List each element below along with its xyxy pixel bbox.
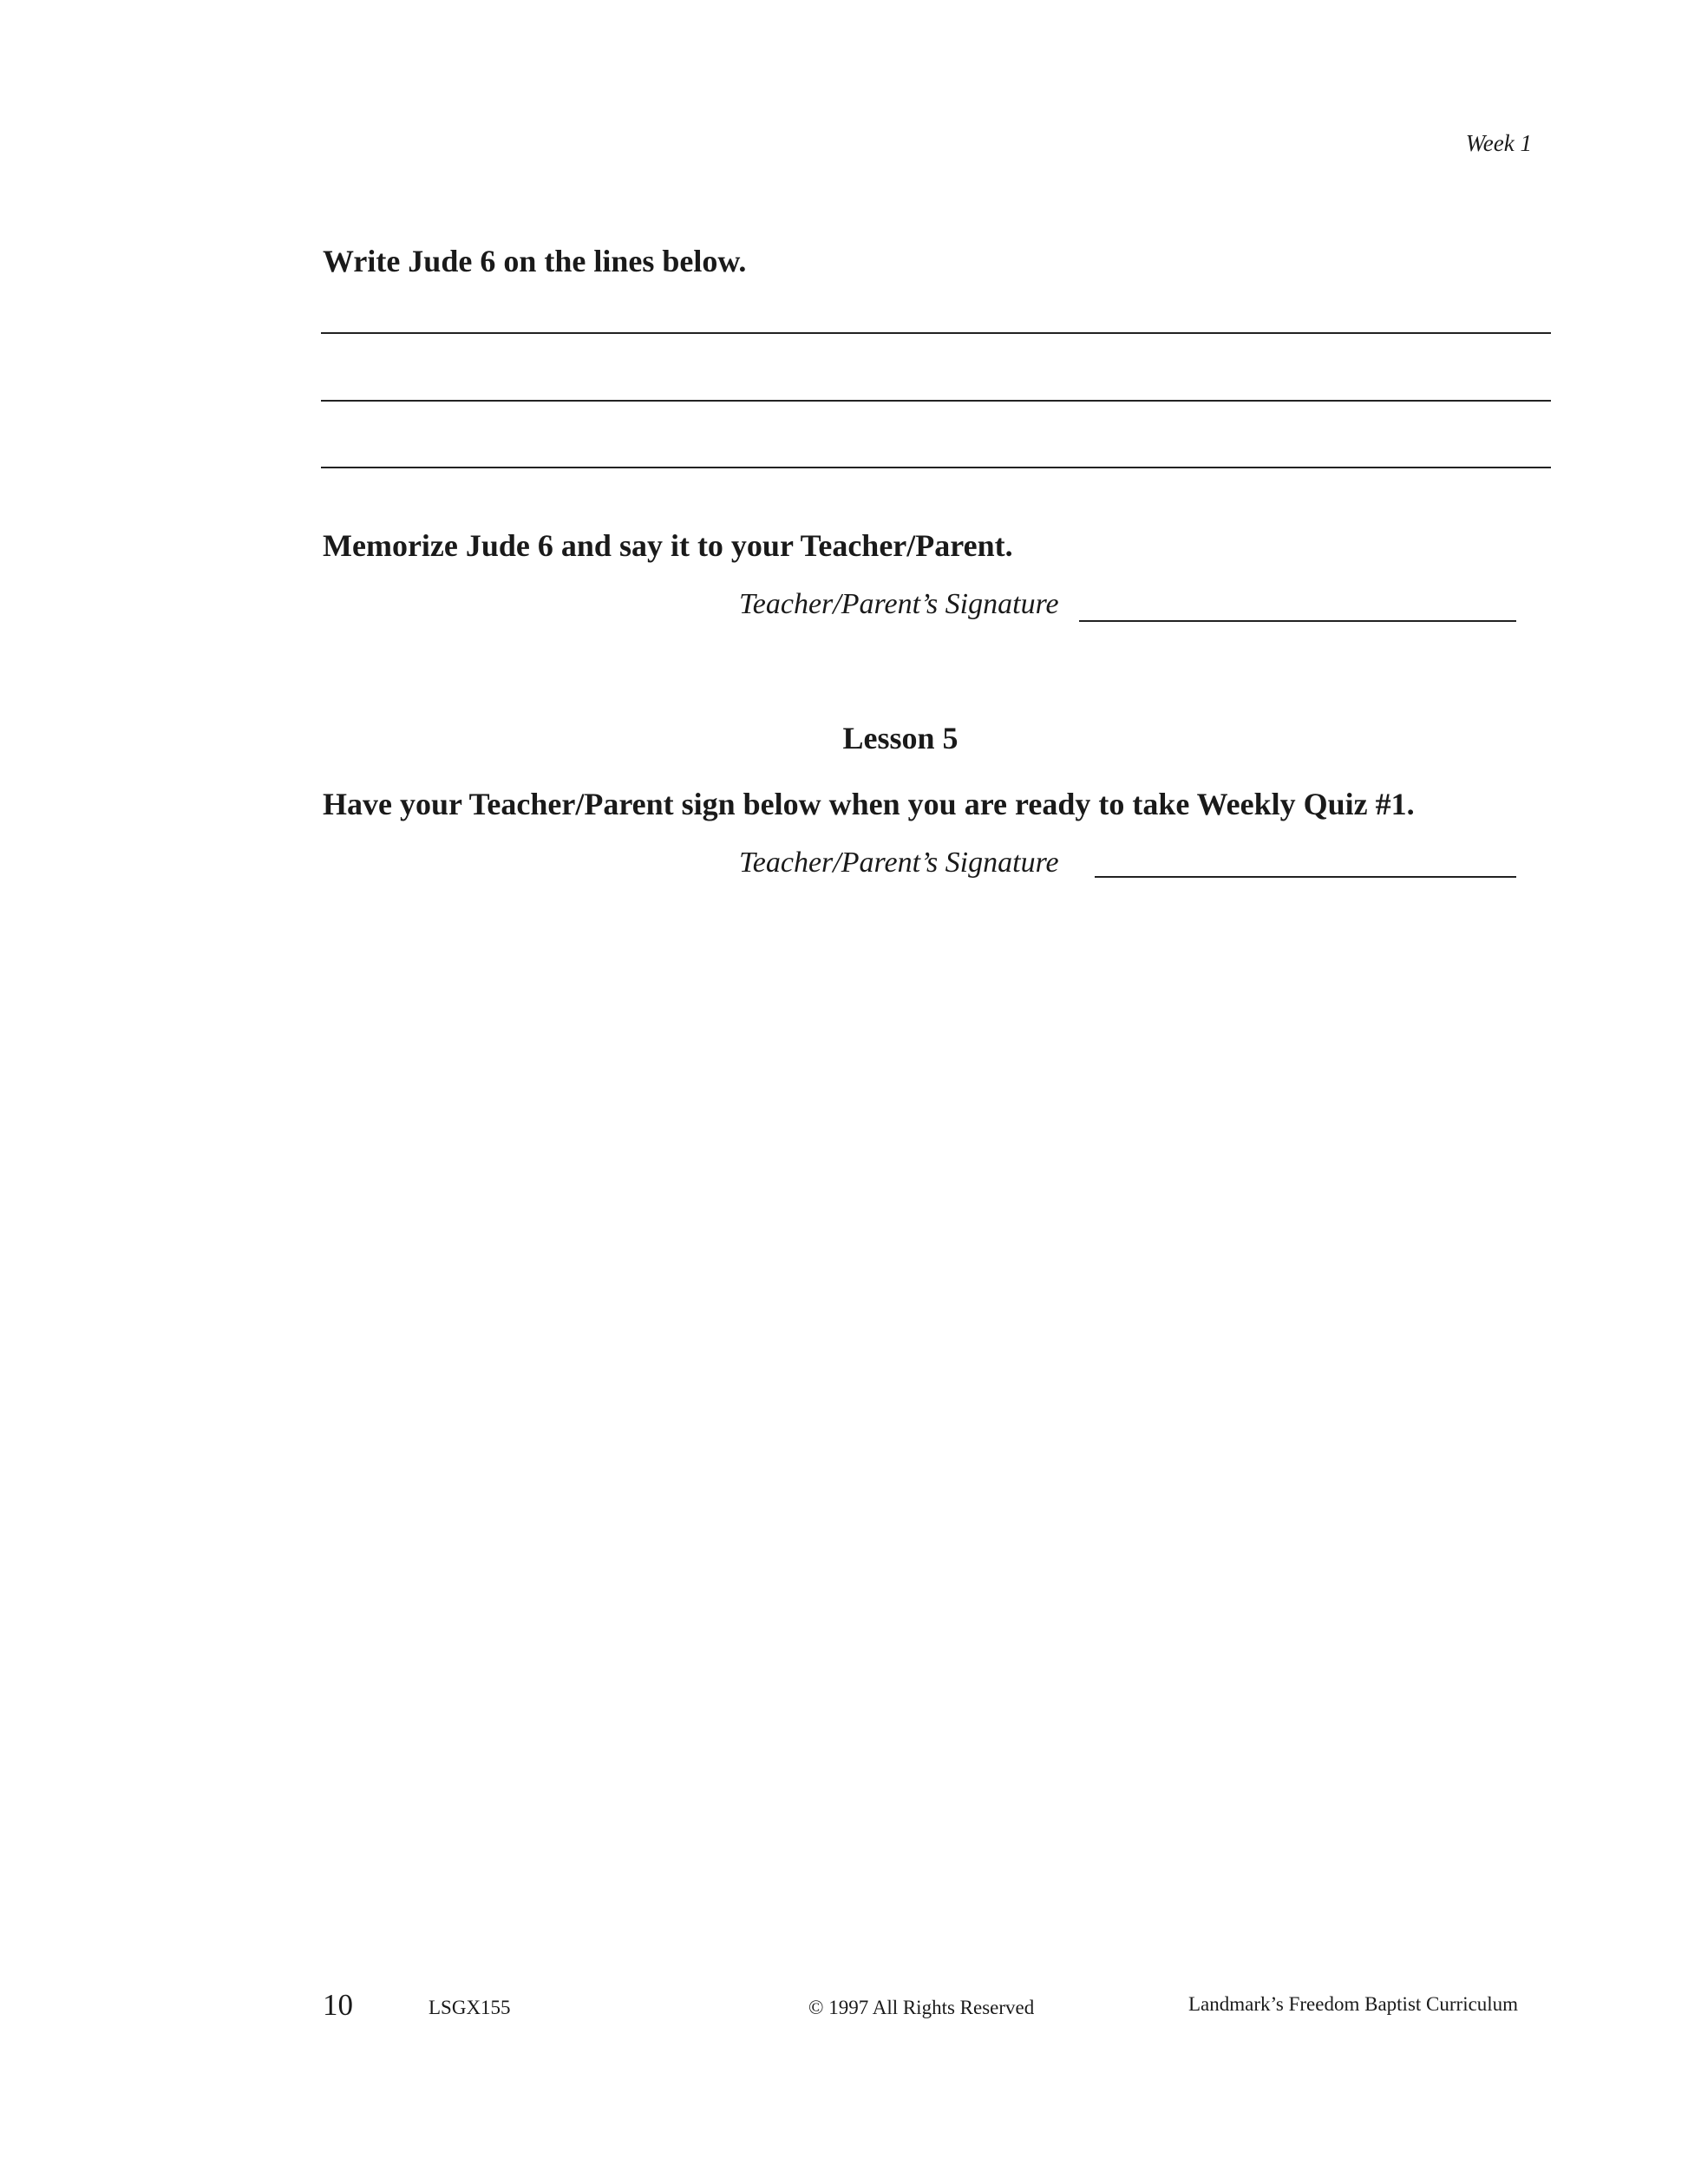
- writing-line-3[interactable]: [321, 467, 1551, 468]
- publisher-name: Landmark’s Freedom Baptist Curriculum: [1188, 1993, 1519, 2015]
- copyright-notice: © 1997 All Rights Reserved: [808, 1997, 1035, 2018]
- memorize-instruction: Memorize Jude 6 and say it to your Teacher/Parent.: [323, 528, 1013, 563]
- product-code: LSGX155: [429, 1997, 511, 2018]
- quiz-instruction: Have your Teacher/Parent sign below when you are ready to take Weekly Quiz #1.: [323, 787, 1415, 821]
- write-instruction: Write Jude 6 on the lines below.: [323, 244, 747, 278]
- signature-label-memorize: Teacher/Parent’s Signature: [739, 588, 1059, 620]
- signature-line-quiz[interactable]: [1095, 876, 1516, 878]
- lesson-heading: Lesson 5: [842, 721, 958, 755]
- writing-line-1[interactable]: [321, 332, 1551, 334]
- signature-line-memorize[interactable]: [1079, 620, 1516, 622]
- week-label: Week 1: [1465, 130, 1532, 156]
- writing-line-2[interactable]: [321, 400, 1551, 402]
- page-number: 10: [323, 1988, 353, 2022]
- signature-label-quiz: Teacher/Parent’s Signature: [739, 847, 1059, 879]
